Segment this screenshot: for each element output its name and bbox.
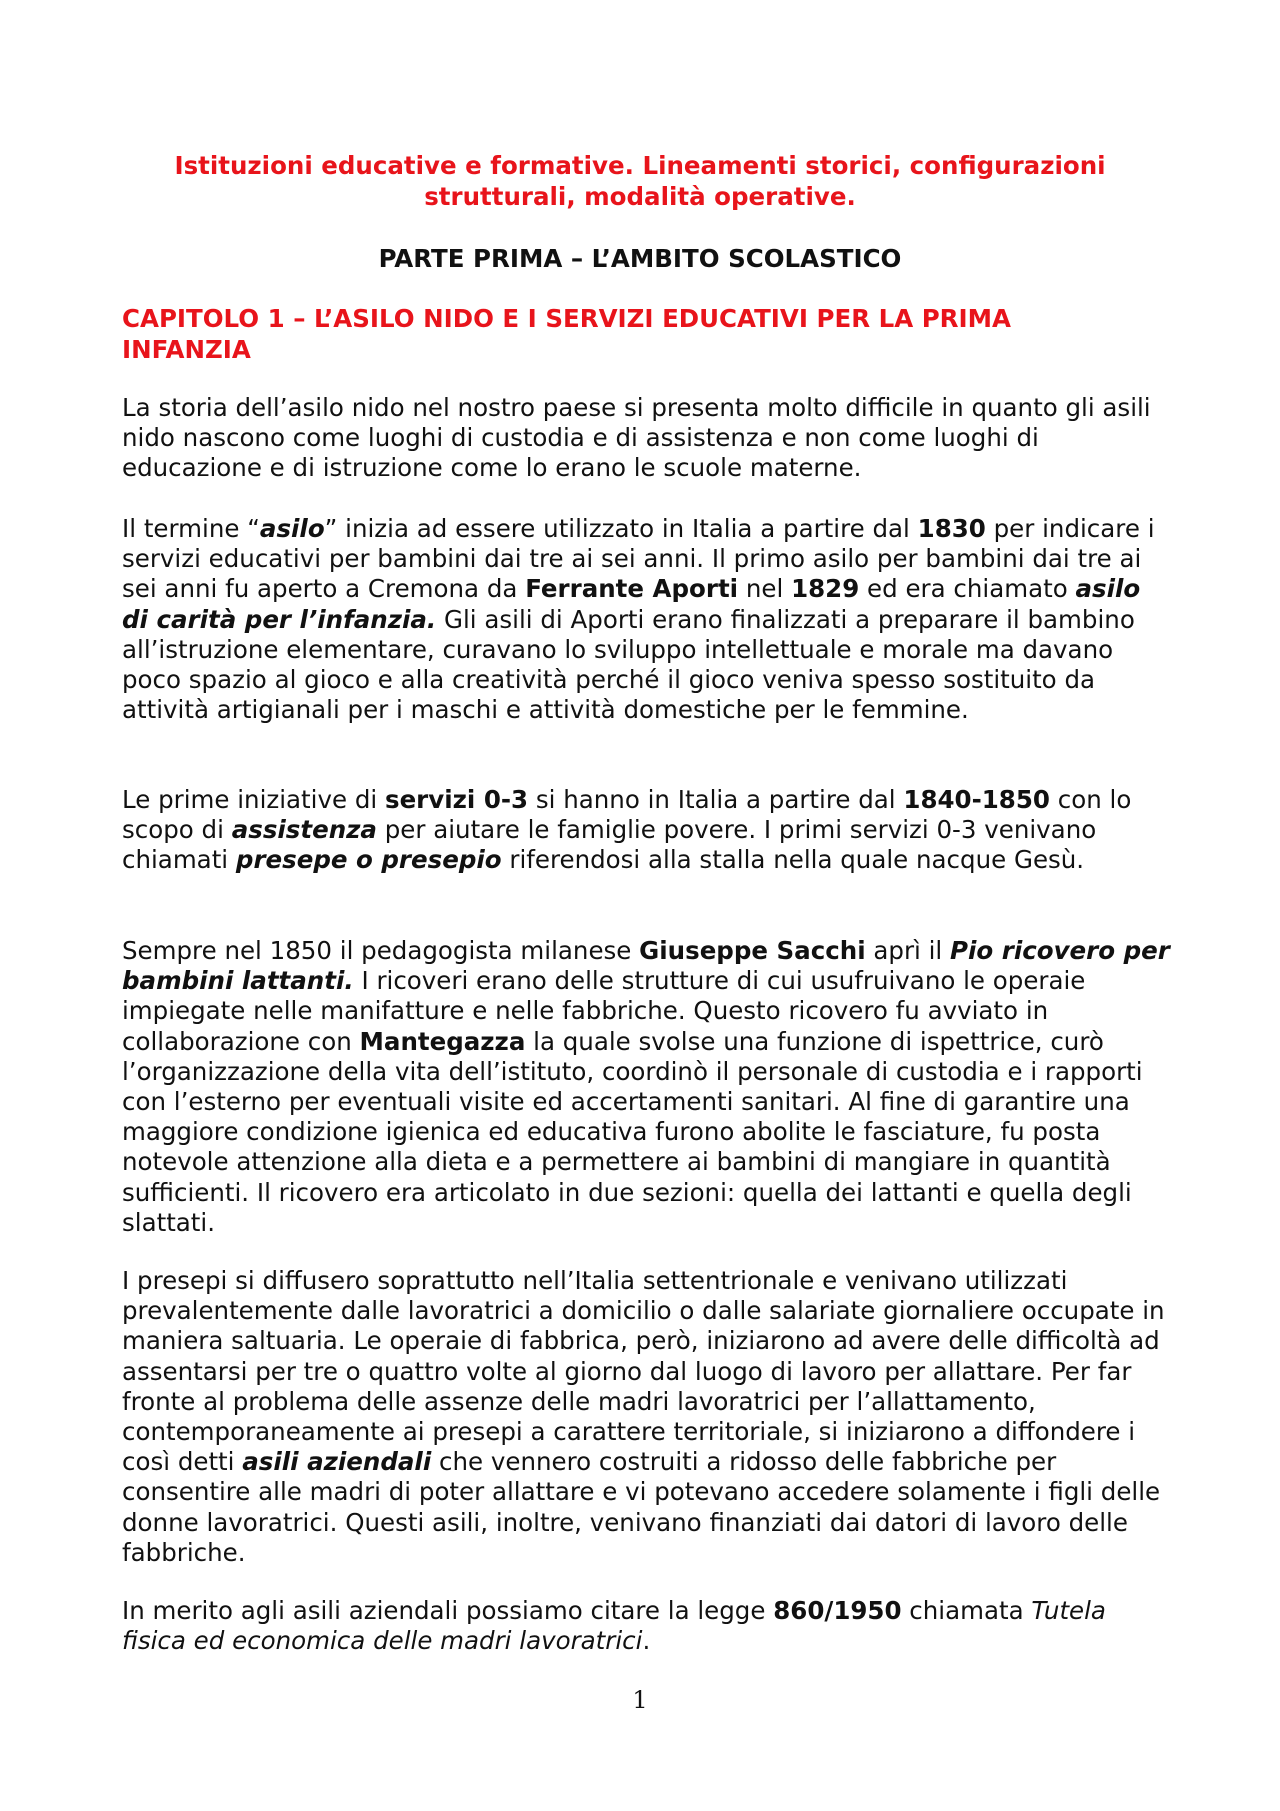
paragraph-text: chiamata <box>901 1596 1032 1625</box>
paragraph-text: si hanno in Italia a partire dal <box>528 785 904 814</box>
emphasis-term: asilo di carità per l’infanzia. <box>122 574 1141 634</box>
emphasis-term: asilo <box>259 514 325 543</box>
emphasis-term: asili aziendali <box>242 1447 432 1477</box>
paragraph-text: I presepi si diffusero soprattutto nell’Italia settentrionale e venivano utilizzati prevalentemente dalle lavoratrici a domicilio o dalle salariate giornaliere occupate in maniera saltuaria. Le operaie di fabbrica, però, iniziarono ad avere delle difficoltà ad assentarsi per tre o quattro volte al giorno dal luogo di lavoro per allattare. Per far fronte al problema delle assenze delle madri lavoratrici per l’allattamento, contemporaneamente ai presepi a carattere territoriale, si iniziarono a diffondere i così detti <box>122 1266 1165 1477</box>
title-line-2: strutturali, modalità operative. <box>424 182 856 211</box>
emphasis-term: Pio ricovero per bambini lattanti. <box>122 936 1170 996</box>
paragraph-text: Gli asili di Aporti erano finalizzati a preparare il bambino all’istruzione elementare, curavano lo sviluppo intellettuale e morale ma davano poco spazio al gioco e alla creatività perché il gioco veniva spesso sostituito da attività artigianali per i maschi e attività domestiche per le femmine. <box>122 604 1135 725</box>
paragraph-text: Il termine “ <box>122 514 260 543</box>
paragraph-text: riferendosi alla stalla nella quale nacque Gesù. <box>501 845 1085 875</box>
bold-year: 1829 <box>791 574 860 604</box>
paragraph-text: . <box>642 1626 651 1656</box>
emphasis-term: assistenza <box>231 815 377 845</box>
paragraph-text: I ricoveri erano delle strutture di cui usufruivano le operaie impiegate nelle manifatture e nelle fabbriche. Questo ricovero fu avviato in collaborazione con <box>122 966 1086 1056</box>
bold-year: 1840-1850 <box>903 785 1050 814</box>
paragraph-3 <box>122 785 1172 876</box>
paragraph-text: con lo scopo di <box>122 785 1132 845</box>
paragraph-text: per indicare i servizi educativi per bambini dai tre ai sei anni. Il primo asilo per bambini dai tre ai sei anni fu aperto a Cremona da <box>122 514 1155 604</box>
paragraph-text: aprì il <box>865 936 951 965</box>
paragraph-text: Sempre nel 1850 il pedagogista milanese <box>122 936 640 965</box>
paragraph-text: che vennero costruiti a ridosso delle fabbriche per consentire alle madri di poter allattare e vi potevano accedere solamente i figli delle donne lavoratrici. Questi asili, inoltre, venivano finanziati dai datori di lavoro delle fabbriche. <box>122 1447 1161 1567</box>
bold-year: 1830 <box>917 514 986 543</box>
chapter-title <box>122 303 1162 365</box>
paragraph-text: nel <box>738 574 792 604</box>
paragraph-text: la quale svolse una funzione di ispettrice, curò l’organizzazione della vita dell’istituto, coordinò il personale di custodia e i rapporti con l’esterno per eventuali visite ed accertamenti sanitari. Al fine di garantire una maggiore condizione igienica ed educativa furono abolite le fasciature, fu posta notevole attenzione alla dieta e a permettere ai bambini di mangiare in quantità sufficienti. Il ricovero era articolato in due sezioni: quella dei lattanti e quella degli slattati. <box>122 1026 1143 1237</box>
page-number: 1 <box>632 1686 648 1714</box>
paragraph-2 <box>122 514 1172 725</box>
bold-name: Mantegazza <box>359 1026 526 1056</box>
chapter-line-2: INFANZIA <box>122 335 251 364</box>
bold-name: Giuseppe Sacchi <box>639 936 866 965</box>
paragraph-5 <box>122 1266 1172 1568</box>
part-title: PARTE PRIMA – L’AMBITO SCOLASTICO <box>378 244 902 273</box>
chapter-line-1: CAPITOLO 1 – L’ASILO NIDO E I SERVIZI EDUCATIVI PER LA PRIMA <box>122 304 1011 333</box>
paragraph-text: per aiutare le famiglie povere. I primi servizi 0-3 venivano chiamati <box>122 815 1097 875</box>
emphasis-term: presepe o presepio <box>235 845 502 875</box>
document-title <box>122 150 1158 212</box>
paragraph-1 <box>122 393 1172 484</box>
paragraph-6 <box>122 1596 1172 1656</box>
paragraph-text: ” inizia ad essere utilizzato in Italia a partire dal <box>324 514 918 543</box>
paragraph-4 <box>122 936 1172 1238</box>
italic-law-title: Tutela fisica ed economica delle madri lavoratrici <box>122 1596 1106 1656</box>
paragraph-text: Le prime iniziative di <box>122 785 385 814</box>
bold-term: servizi 0-3 <box>384 785 529 814</box>
bold-law-number: 860/1950 <box>773 1596 902 1625</box>
bold-name: Ferrante Aporti <box>525 574 739 604</box>
paragraph-text: La storia dell’asilo nido nel nostro paese si presenta molto difficile in quanto gli asili nido nascono come luoghi di custodia e di assistenza e non come luoghi di educazione e di istruzione come lo erano le scuole materne. <box>122 393 1151 483</box>
paragraph-text: In merito agli asili aziendali possiamo citare la legge <box>122 1596 774 1625</box>
paragraph-text: ed era chiamato <box>859 574 1076 604</box>
title-line-1: Istituzioni educative e formative. Lineamenti storici, configurazioni <box>174 151 1106 180</box>
